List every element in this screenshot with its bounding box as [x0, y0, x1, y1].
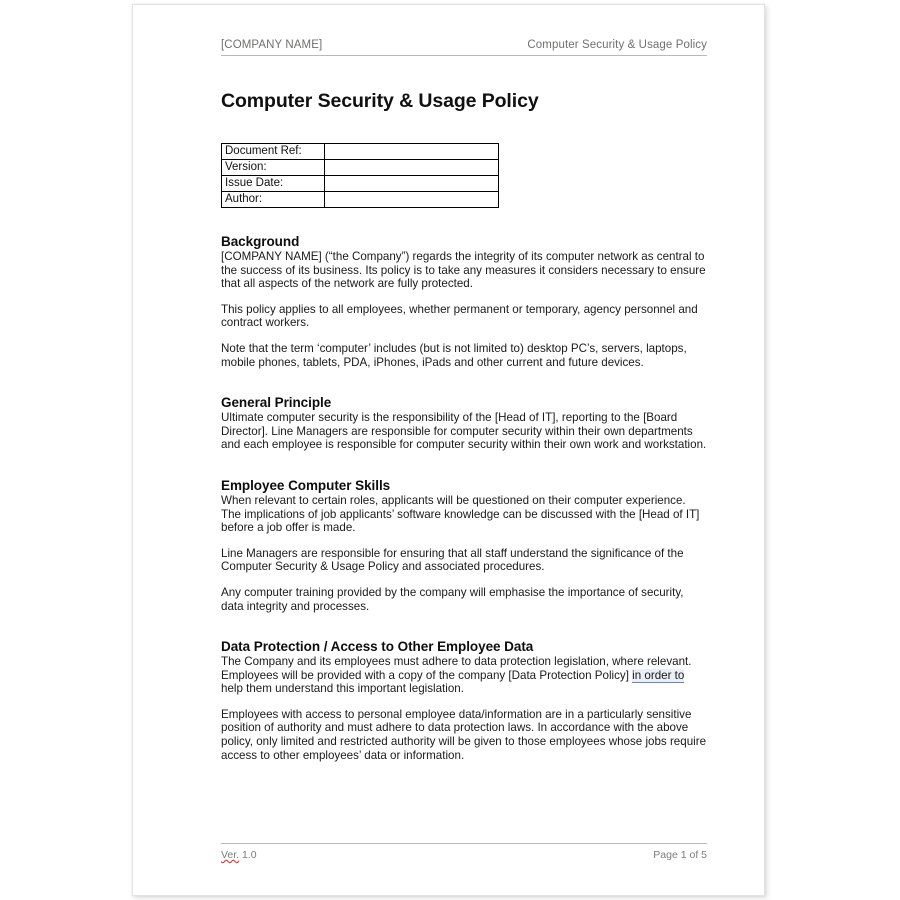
meta-value-author[interactable] — [325, 192, 499, 208]
grammar-suggestion-underline[interactable]: in order to — [632, 668, 685, 682]
document-footer — [221, 843, 707, 861]
section-heading: Background — [221, 234, 300, 249]
paragraph: Employees with access to personal employee data/information are in a particularly sensitive position of authority and must adhere to data protection laws. In accordance with the above policy, only limited and restricted authority will be given to those employees whose jobs require access to other employees’ data or information. — [221, 707, 707, 762]
paragraph: Line Managers are responsible for ensuring that all staff understand the significance of the Computer Security & Usage Policy and associated procedures. — [221, 546, 684, 574]
paragraph: Note that the term ‘computer’ includes (but is not limited to) desktop PC’s, servers, laptops, mobile phones, tablets, PDA, iPhones, iPads and other current and future devices. — [221, 341, 687, 369]
section-data-protection — [221, 639, 707, 762]
meta-value-issue-date[interactable] — [325, 176, 499, 192]
section-heading: General Principle — [221, 395, 332, 411]
table-row — [222, 144, 499, 160]
footer-page-number: Page 1 of 5 — [653, 849, 707, 861]
spellcheck-underline[interactable]: Ver. — [221, 849, 240, 861]
document-header — [221, 39, 707, 56]
paragraph-text-tail: help them understand this important legislation. — [221, 682, 464, 696]
section-general-principle — [221, 395, 707, 452]
table-row — [222, 192, 499, 208]
paragraph: Any computer training provided by the company will emphasise the importance of security, data integrity and processes. — [221, 585, 684, 613]
table-row — [222, 176, 499, 192]
meta-label-document-ref: Document Ref: — [222, 144, 325, 160]
paragraph: When relevant to certain roles, applicants will be questioned on their computer experience. The implications of job applicants’ software knowledge can be discussed with the [Head of IT] before a job offer is made. — [221, 493, 700, 535]
footer-version-number: 1.0 — [239, 849, 257, 861]
meta-value-version[interactable] — [325, 160, 499, 176]
page-title: Computer Security & Usage Policy — [221, 90, 539, 112]
section-background — [221, 234, 707, 369]
paragraph-text-lead: The Company and its employees must adhere to data protection legislation, where relevant. Employees will be provided with a copy of the company [Data Protection Policy] — [221, 655, 692, 682]
meta-value-document-ref[interactable] — [325, 144, 499, 160]
page-content — [221, 39, 707, 762]
paragraph: This policy applies to all employees, whether permanent or temporary, agency personnel and contract workers. — [221, 302, 698, 330]
paragraph: [COMPANY NAME] (“the Company”) regards the integrity of its computer network as central to the success of its business. Its policy is to take any measures it considers necessary to ensure that all aspects of the network are fully protected. — [221, 250, 706, 291]
header-document-title: Computer Security & Usage Policy — [527, 39, 707, 51]
section-employee-computer-skills — [221, 478, 707, 613]
meta-label-author: Author: — [222, 192, 325, 208]
meta-label-issue-date: Issue Date: — [222, 176, 325, 192]
header-company-name: [COMPANY NAME] — [221, 39, 323, 51]
table-row — [222, 160, 499, 176]
document-metadata-table — [221, 143, 499, 208]
document-page — [132, 4, 765, 896]
footer-version — [221, 849, 257, 861]
section-heading: Data Protection / Access to Other Employee Data — [221, 639, 534, 655]
meta-label-version: Version: — [222, 160, 325, 176]
section-heading: Employee Computer Skills — [221, 477, 391, 493]
paragraph-with-grammar-flag — [221, 655, 707, 696]
paragraph: Ultimate computer security is the responsibility of the [Head of IT], reporting to the [Board Director]. Line Managers are responsible for computer security within their own departments and each employee is responsible for computer security within their own work and workstation. — [221, 411, 707, 452]
